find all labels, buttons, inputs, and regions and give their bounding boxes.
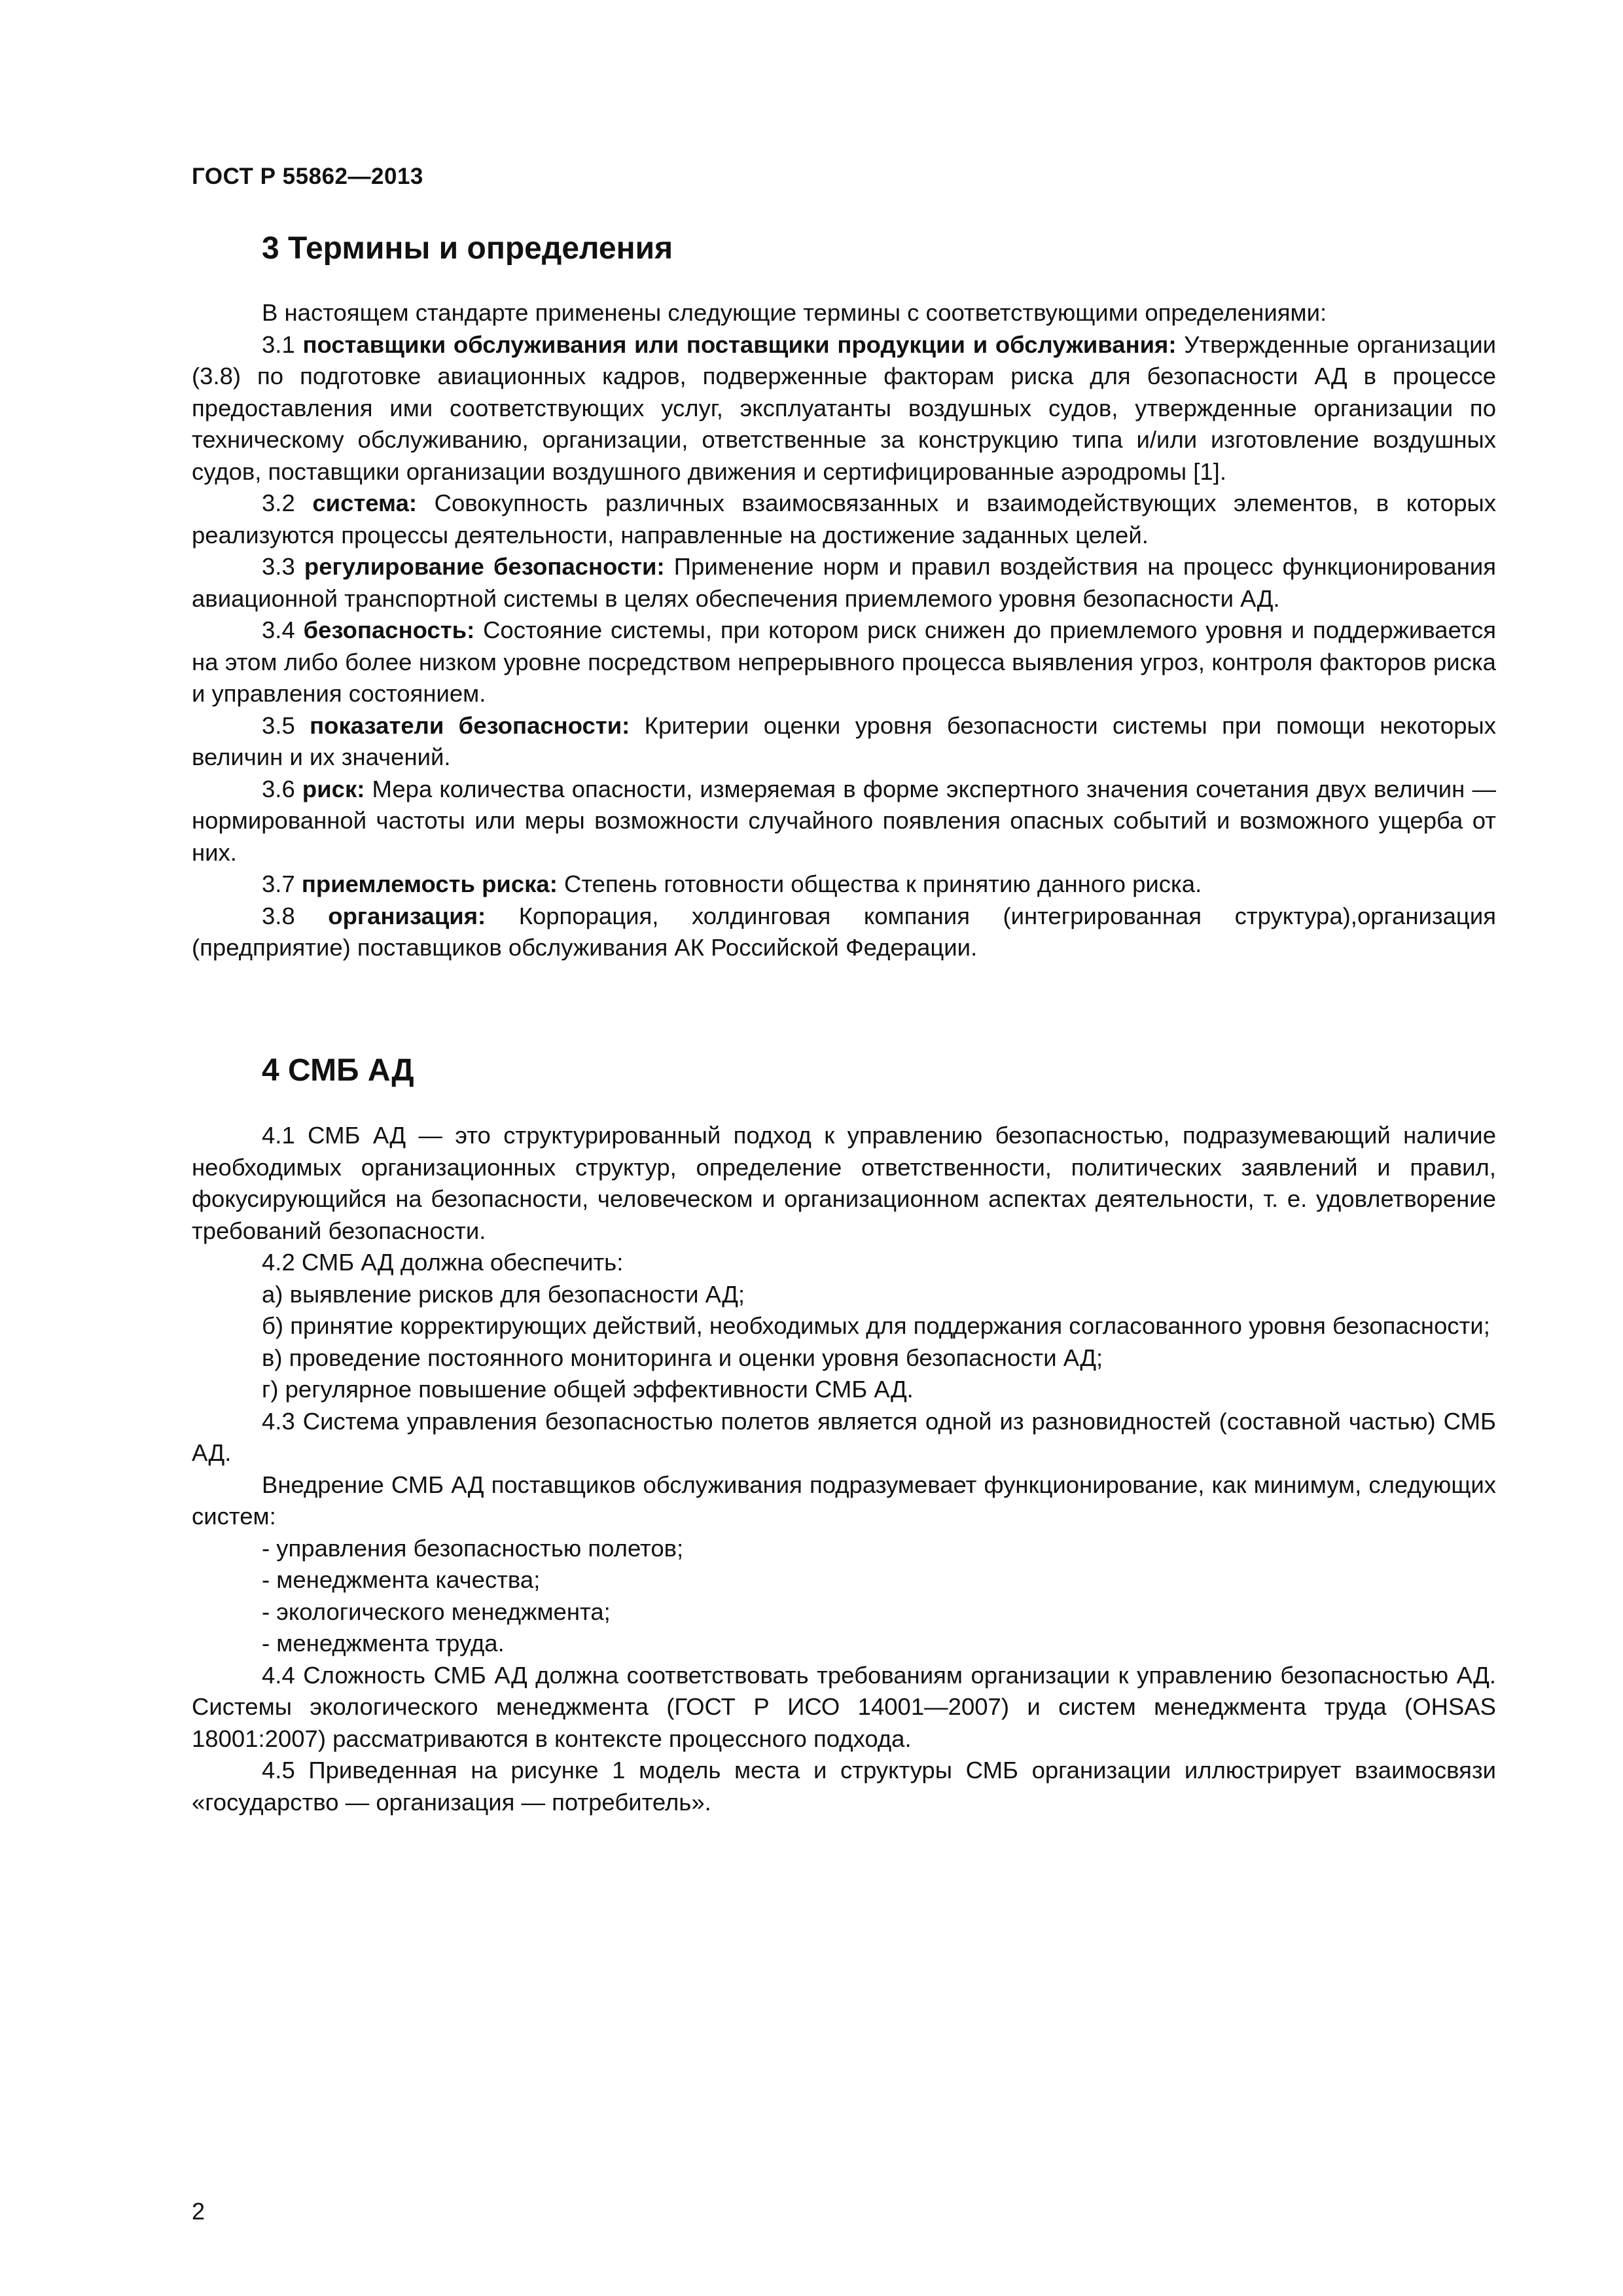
systems-list-item: - менеджмента качества; — [262, 1566, 541, 1593]
term-number: 3.2 — [262, 490, 313, 516]
list-item-a: а) выявление рисков для безопасности АД; — [262, 1280, 745, 1308]
term-3-3 — [192, 551, 1496, 615]
term-definition: Критерии оценки уровня безопасности системы при помощи некоторых величин и их значений. — [192, 711, 1497, 770]
term-definition: Состояние системы, при котором риск снижен до приемлемого уровня и поддерживается на этом либо более низком уровне посредством непрерывного процесса выявления угроз, контроля факторов риска и управления состоянием. — [192, 617, 1496, 707]
term-number: 3.7 — [262, 870, 302, 897]
term-3-1 — [192, 329, 1496, 488]
section-4-title: 4 СМБ АД — [262, 1053, 414, 1088]
paragraph-4-1: 4.1 СМБ АД — это структурированный подход к управлению безопасностью, подразумевающий наличие необходимых организационных структур, определение ответственности, политических заявлений и правил, фокусирующийся на безопасности, человеческом и организационном аспектах деятельности, т. е. удовлетворение требований безопасности. — [192, 1122, 1496, 1244]
systems-list-item: - менеджмента труда. — [262, 1630, 505, 1657]
term-number: 3.6 — [262, 775, 302, 802]
term-definition: Применение норм и правил воздействия на процесс функционирования авиационной транспортной системы в целях обеспечения приемлемого уровня безопасности АД. — [192, 553, 1497, 612]
term-3-4 — [192, 615, 1496, 710]
term-definition: Корпорация, холдинговая компания (интегрированная структура),организация (предприятие) поставщиков обслуживания АК Российской Федерации. — [192, 902, 1496, 961]
systems-list-item: - управления безопасностью полетов; — [262, 1534, 684, 1562]
systems-list-item: - экологического менеджмента; — [262, 1598, 611, 1625]
term-3-5 — [192, 710, 1496, 774]
term-definition: Утвержденные организации (3.8) по подготовке авиационных кадров, подверженные факторам риска для безопасности АД в процессе предоставления ими соответствующих услуг, эксплуатанты воздушных судов, утвержденные организации по техническому обслуживанию, организации, ответственные за конструкцию типа и/или изготовление воздушных судов, поставщики организации воздушного движения и сертифицированные аэродромы [1]. — [192, 331, 1496, 485]
page-number: 2 — [192, 2198, 205, 2225]
paragraph-systems-intro: Внедрение СМБ АД поставщиков обслуживания подразумевает функционирование, как минимум, следующих систем: — [192, 1471, 1496, 1530]
term-name: регулирование безопасности: — [304, 553, 665, 580]
document-header: ГОСТ Р 55862—2013 — [192, 164, 423, 189]
section-3-body — [192, 297, 1496, 964]
term-name: приемлемость риска: — [301, 870, 558, 897]
list-item-v: в) проведение постоянного мониторинга и оценки уровня безопасности АД; — [262, 1344, 1103, 1371]
section-3-title: 3 Термины и определения — [262, 231, 673, 266]
term-name: риск: — [302, 775, 365, 802]
paragraph-4-3: 4.3 Система управления безопасностью полетов является одной из разновидностей (составной частью) СМБ АД. — [192, 1407, 1496, 1466]
section-3-intro: В настоящем стандарте применены следующие термины с соответствующими определениями: — [262, 299, 1327, 326]
list-item-b: б) принятие корректирующих действий, необходимых для поддержания согласованного уровня безопасности; — [262, 1312, 1490, 1339]
term-3-7 — [192, 869, 1496, 901]
term-number: 3.1 — [262, 331, 303, 358]
list-item-g: г) регулярное повышение общей эффективности СМБ АД. — [262, 1376, 914, 1403]
paragraph-4-4: 4.4 Сложность СМБ АД должна соответствовать требованиям организации к управлению безопасностью АД. Системы экологического менеджмента (ГОСТ Р ИСО 14001—2007) и систем менеджмента труда (OHSAS 18001:2007) рассматриваются в контексте процессного подхода. — [192, 1661, 1496, 1752]
term-definition: Совокупность различных взаимосвязанных и взаимодействующих элементов, в которых реализуются процессы деятельности, направленные на достижение заданных целей. — [192, 490, 1496, 548]
paragraph-4-2: 4.2 СМБ АД должна обеспечить: — [262, 1249, 624, 1276]
term-3-2 — [192, 488, 1496, 551]
paragraph-4-5: 4.5 Приведенная на рисунке 1 модель места и структуры СМБ организации иллюстрирует взаимосвязи «государство — организация — потребитель». — [192, 1757, 1496, 1816]
term-3-6 — [192, 774, 1496, 869]
term-definition: Мера количества опасности, измеряемая в форме экспертного значения сочетания двух величин — нормированной частоты или меры возможности случайного появления опасных событий и возможного ущерба от них. — [192, 775, 1496, 866]
term-number: 3.8 — [262, 902, 329, 929]
term-number: 3.4 — [262, 617, 304, 643]
term-definition: Степень готовности общества к принятию данного риска. — [557, 870, 1202, 897]
term-name: поставщики обслуживания или поставщики продукции и обслуживания: — [302, 331, 1177, 358]
section-4-body — [192, 1120, 1496, 1818]
term-number: 3.5 — [262, 711, 310, 739]
term-name: безопасность: — [303, 617, 475, 643]
term-number: 3.3 — [262, 553, 304, 580]
term-3-8 — [192, 901, 1496, 964]
term-name: показатели безопасности: — [310, 711, 630, 739]
term-name: система: — [312, 490, 418, 516]
term-name: организация: — [328, 902, 486, 929]
